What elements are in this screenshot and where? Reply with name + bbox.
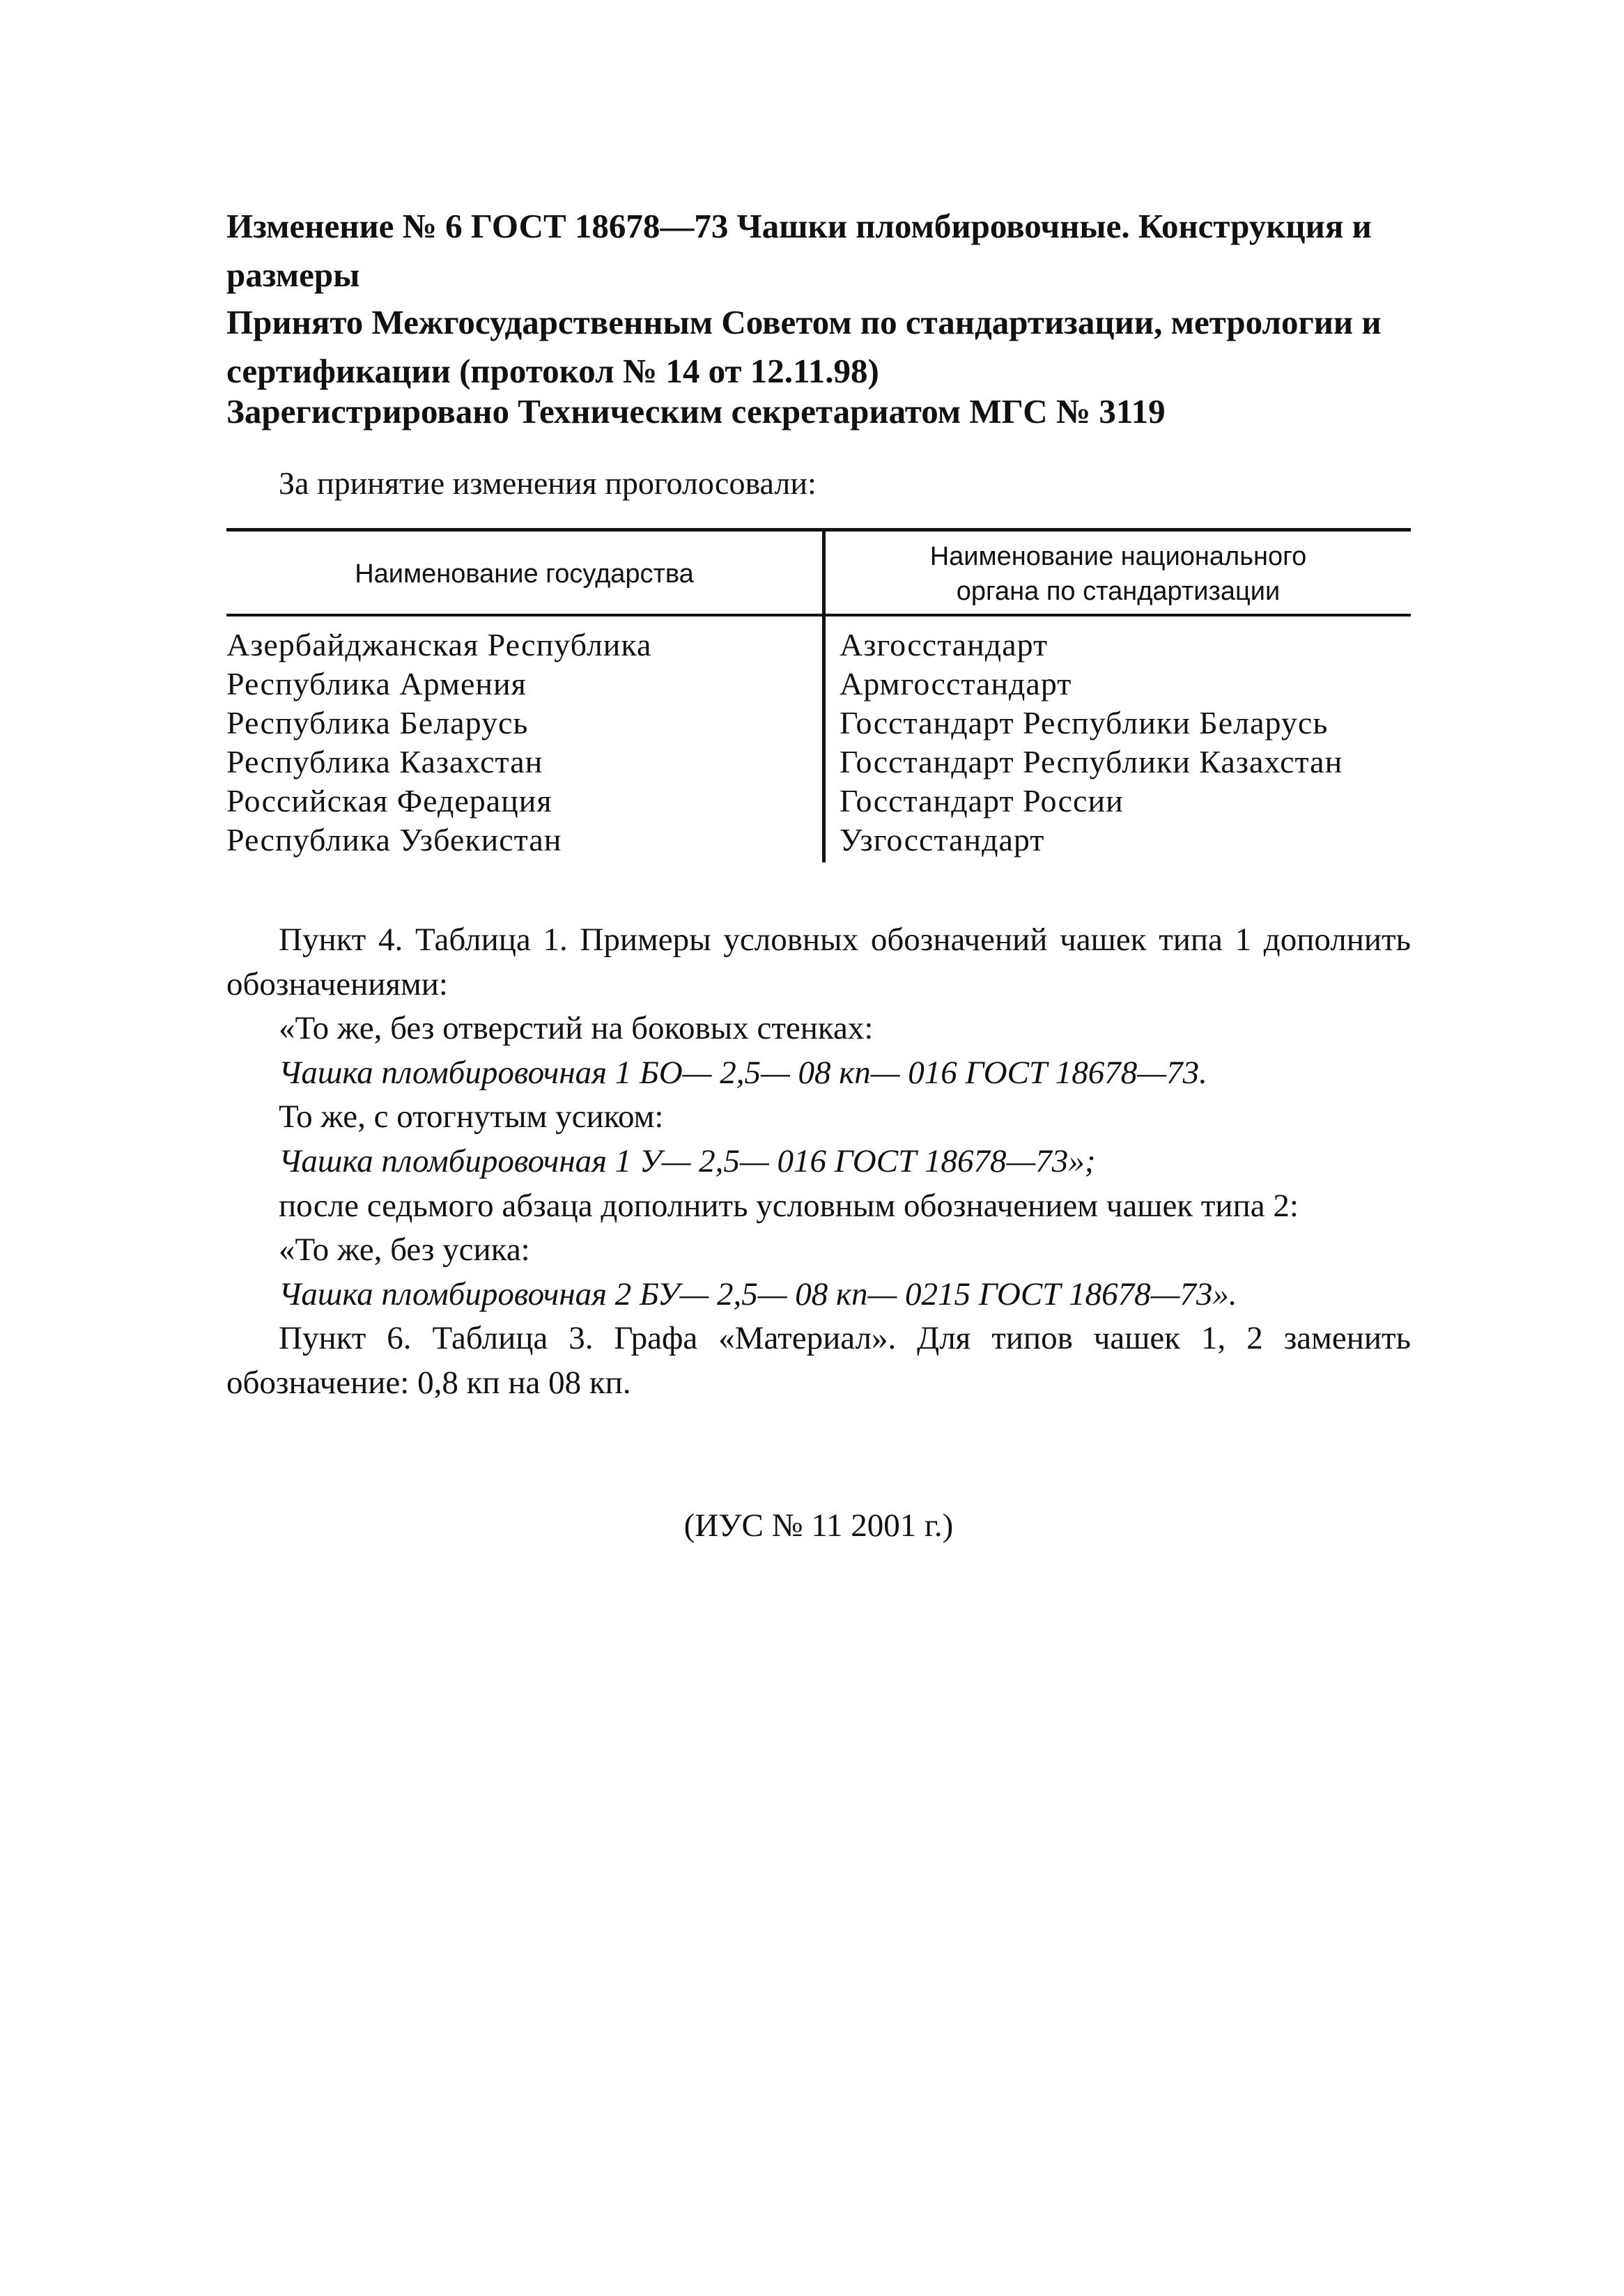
table-row: [226, 821, 1411, 860]
voted-label: За принятие изменения проголосовали:: [279, 465, 817, 501]
organ-name: Азгосстандарт: [840, 627, 1049, 662]
paragraph-item-6: Пункт 6. Таблица 3. Графа «Материал». Для типов чашек 1, 2 заменить обозначение: 0,8 кп на 08 кп.: [226, 1320, 1411, 1401]
organ-name: Госстандарт России: [840, 783, 1124, 819]
table-top-rule: [226, 528, 1411, 532]
amendment-title: Изменение № 6 ГОСТ 18678—73 Чашки пломбировочные. Конструкция и размеры: [226, 207, 1372, 294]
table-row: [226, 743, 1411, 782]
state-name: Республика Узбекистан: [226, 822, 562, 858]
state-name: Республика Армения: [226, 666, 527, 701]
designation-example-1u: Чашка пломбировочная 1 У— 2,5— 016 ГОСТ 18678—73»;: [279, 1142, 1096, 1179]
organ-name: Госстандарт Республики Беларусь: [840, 705, 1329, 740]
column-header-organ-line1: Наименование национального: [929, 541, 1307, 571]
source-reference: (ИУС № 11 2001 г.): [683, 1507, 954, 1544]
voting-table: [226, 528, 1411, 862]
designation-example-1bo: Чашка пломбировочная 1 БО— 2,5— 08 кп— 016 ГОСТ 18678—73.: [279, 1054, 1207, 1091]
table-row: [226, 665, 1411, 704]
table-row: [226, 782, 1411, 821]
adoption-note: Принято Межгосударственным Советом по стандартизации, метрологии и сертификации (протокол № 14 от 12.11.98): [226, 303, 1382, 390]
column-header-state: [226, 534, 822, 614]
organ-name: Армгосстандарт: [840, 666, 1072, 701]
paragraph-same-no-holes: «То же, без отверстий на боковых стенках:: [279, 1010, 874, 1047]
column-header-state-text: Наименование государства: [355, 559, 694, 589]
table-header-rule: [226, 614, 1411, 616]
organ-name: Госстандарт Республики Казахстан: [840, 744, 1343, 779]
state-name: Российская Федерация: [226, 783, 552, 819]
paragraph-item-4: Пункт 4. Таблица 1. Примеры условных обозначений чашек типа 1 дополнить обозначениями:: [226, 922, 1411, 1002]
column-header-organ-line2: органа по стандартизации: [956, 576, 1281, 606]
amendment-body: [226, 918, 1411, 1406]
state-name: Азербайджанская Республика: [226, 627, 652, 662]
table-row: [226, 704, 1411, 743]
paragraph-same-bent-whisker: То же, с отогнутым усиком:: [279, 1099, 664, 1135]
paragraph-same-no-whisker: «То же, без усика:: [279, 1232, 530, 1269]
state-name: Республика Беларусь: [226, 705, 529, 740]
designation-example-2bu: Чашка пломбировочная 2 БУ— 2,5— 08 кп— 0215 ГОСТ 18678—73».: [279, 1275, 1237, 1312]
paragraph-after-seventh: после седьмого абзаца дополнить условным обозначением чашек типа 2:: [279, 1187, 1299, 1224]
table-row: [226, 626, 1411, 665]
table-body: [226, 626, 1411, 860]
organ-name: Узгосстандарт: [840, 822, 1045, 858]
registration-note: Зарегистрировано Техническим секретариатом МГС № 3119: [226, 392, 1166, 430]
column-header-organ: [826, 534, 1411, 614]
state-name: Республика Казахстан: [226, 744, 543, 779]
